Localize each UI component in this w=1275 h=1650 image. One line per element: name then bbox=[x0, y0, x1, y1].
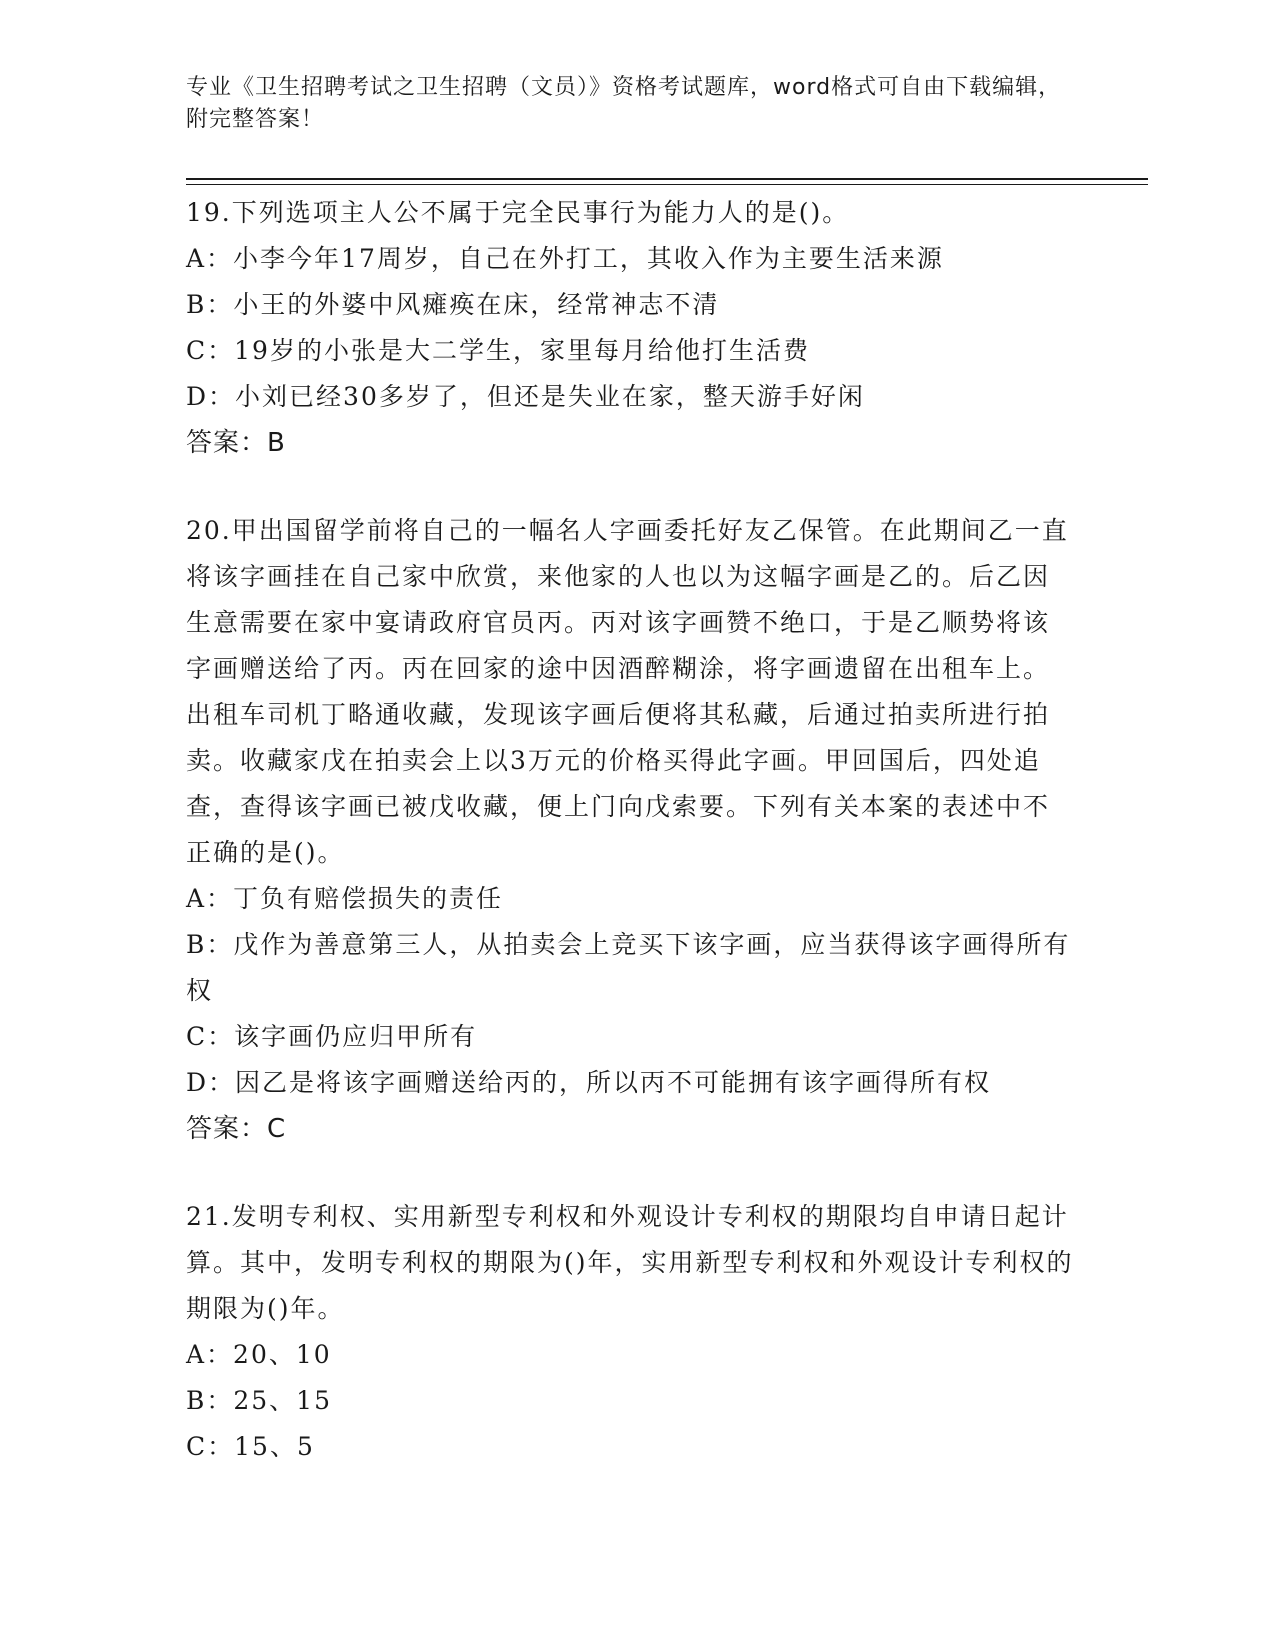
question-list bbox=[186, 190, 1076, 1512]
question-20 bbox=[186, 508, 1076, 1152]
option-a: A：小李今年17周岁，自己在外打工，其收入作为主要生活来源 bbox=[186, 244, 944, 273]
question-text: 19.下列选项主人公不属于完全民事行为能力人的是()。 bbox=[186, 198, 850, 227]
option-b: B：戊作为善意第三人，从拍卖会上竞买下该字画，应当获得该字画得所有权 bbox=[186, 930, 1071, 1005]
question-19 bbox=[186, 190, 1076, 466]
option-c: C：15、5 bbox=[186, 1432, 315, 1461]
question-text: 20.甲出国留学前将自己的一幅名人字画委托好友乙保管。在此期间乙一直将该字画挂在自己家中欣赏，来他家的人也以为这幅字画是乙的。后乙因生意需要在家中宴请政府官员丙。丙对该字画赞不绝口，于是乙顺势将该字画赠送给了丙。丙在回家的途中因酒醉糊涂，将字画遗留在出租车上。出租车司机丁略通收藏，发现该字画后便将其私藏，后通过拍卖所进行拍卖。收藏家戊在拍卖会上以3万元的价格买得此字画。甲回国后，四处追查，查得该字画已被戊收藏，便上门向戊索要。下列有关本案的表述中不正确的是()。 bbox=[186, 516, 1069, 867]
option-b: B：小王的外婆中风瘫痪在床，经常神志不清 bbox=[186, 290, 720, 319]
option-c: C：19岁的小张是大二学生，家里每月给他打生活费 bbox=[186, 336, 810, 365]
header-divider-thick bbox=[186, 178, 1148, 180]
question-21 bbox=[186, 1194, 1076, 1470]
option-d: D：小刘已经30多岁了，但还是失业在家，整天游手好闲 bbox=[186, 382, 865, 411]
option-a: A：丁负有赔偿损失的责任 bbox=[186, 884, 504, 913]
option-a: A：20、10 bbox=[186, 1340, 332, 1369]
header-divider-thin bbox=[186, 184, 1148, 185]
question-text: 21.发明专利权、实用新型专利权和外观设计专利权的期限均自申请日起计算。其中，发明专利权的期限为()年，实用新型专利权和外观设计专利权的期限为()年。 bbox=[186, 1202, 1074, 1323]
answer: 答案：B bbox=[186, 428, 286, 458]
answer: 答案：C bbox=[186, 1114, 287, 1144]
option-b: B：25、15 bbox=[186, 1386, 332, 1415]
option-c: C：该字画仍应归甲所有 bbox=[186, 1022, 478, 1051]
document-header: 专业《卫生招聘考试之卫生招聘（文员）》资格考试题库，word格式可自由下载编辑，附完整答案！ bbox=[186, 75, 1062, 132]
option-d: D：因乙是将该字画赠送给丙的，所以丙不可能拥有该字画得所有权 bbox=[186, 1068, 992, 1097]
